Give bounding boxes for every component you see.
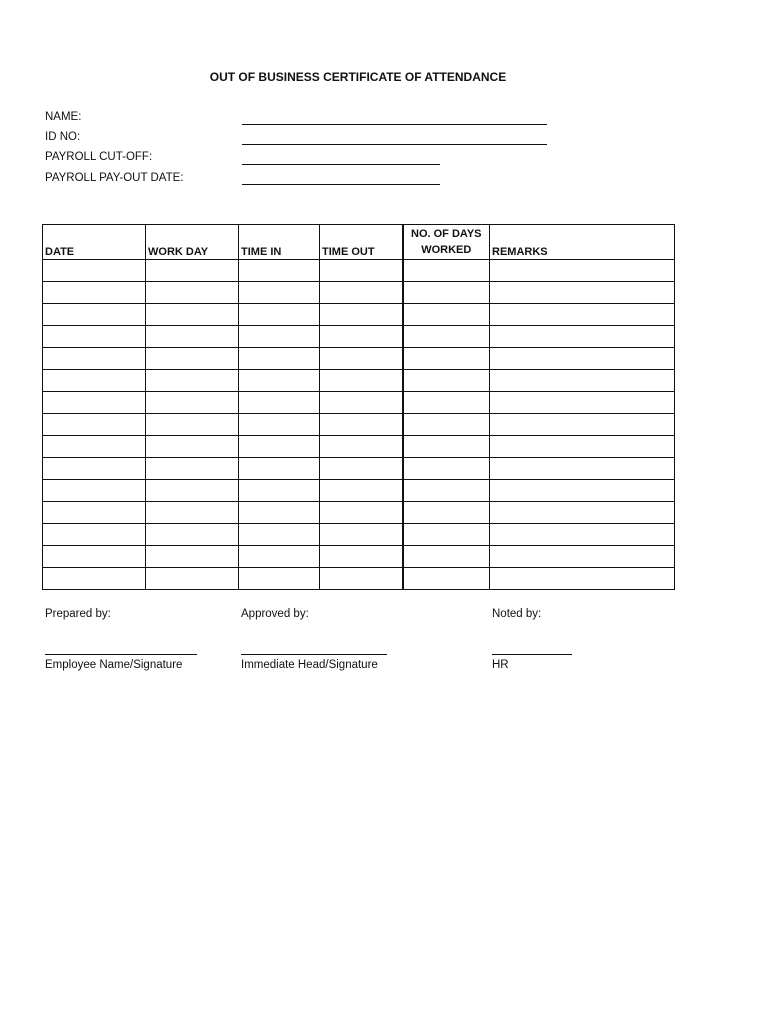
cell-time-out[interactable] — [320, 568, 403, 590]
name-field-line[interactable] — [242, 124, 547, 125]
cell-remarks[interactable] — [490, 414, 675, 436]
cell-remarks[interactable] — [490, 260, 675, 282]
prepared-by-label: Prepared by: — [45, 608, 111, 620]
column-header-time-in: TIME IN — [239, 225, 320, 260]
employee-signature-caption: Employee Name/Signature — [45, 659, 183, 671]
cell-work-day[interactable] — [146, 480, 239, 502]
cell-date[interactable] — [43, 502, 146, 524]
attendance-table-body — [43, 260, 675, 590]
column-header-days-worked — [403, 225, 490, 260]
cell-time-in[interactable] — [239, 392, 320, 414]
cell-time-out[interactable] — [320, 282, 403, 304]
cell-time-out[interactable] — [320, 524, 403, 546]
cell-work-day[interactable] — [146, 502, 239, 524]
cell-work-day[interactable] — [146, 524, 239, 546]
cell-remarks[interactable] — [490, 392, 675, 414]
cell-date[interactable] — [43, 348, 146, 370]
cell-time-in[interactable] — [239, 282, 320, 304]
id-field-line[interactable] — [242, 144, 547, 145]
cell-date[interactable] — [43, 458, 146, 480]
cell-work-day[interactable] — [146, 458, 239, 480]
cell-days-worked[interactable] — [403, 326, 490, 348]
cell-time-in[interactable] — [239, 414, 320, 436]
cell-remarks[interactable] — [490, 458, 675, 480]
cell-days-worked[interactable] — [403, 546, 490, 568]
cell-time-out[interactable] — [320, 502, 403, 524]
table-row — [43, 546, 675, 568]
cell-time-out[interactable] — [320, 348, 403, 370]
cell-remarks[interactable] — [490, 436, 675, 458]
column-header-work-day: WORK DAY — [146, 225, 239, 260]
cell-time-in[interactable] — [239, 524, 320, 546]
cell-remarks[interactable] — [490, 524, 675, 546]
cell-date[interactable] — [43, 392, 146, 414]
table-row — [43, 414, 675, 436]
table-row — [43, 326, 675, 348]
cell-days-worked[interactable] — [403, 414, 490, 436]
cell-work-day[interactable] — [146, 348, 239, 370]
cell-remarks[interactable] — [490, 546, 675, 568]
cell-date[interactable] — [43, 282, 146, 304]
days-worked-line2: WORKED — [421, 244, 472, 256]
payroll-cutoff-field-line[interactable] — [242, 164, 440, 165]
cell-time-in[interactable] — [239, 502, 320, 524]
head-signature-caption: Immediate Head/Signature — [241, 659, 378, 671]
cell-date[interactable] — [43, 546, 146, 568]
cell-date[interactable] — [43, 326, 146, 348]
column-header-remarks: REMARKS — [490, 225, 675, 260]
cell-work-day[interactable] — [146, 546, 239, 568]
cell-remarks[interactable] — [490, 348, 675, 370]
table-row — [43, 524, 675, 546]
cell-days-worked[interactable] — [403, 348, 490, 370]
days-worked-line1: NO. OF DAYS — [411, 228, 482, 240]
cell-time-out[interactable] — [320, 260, 403, 282]
cell-date[interactable] — [43, 436, 146, 458]
cell-remarks[interactable] — [490, 370, 675, 392]
payroll-cutoff-label: PAYROLL CUT-OFF: — [45, 151, 153, 163]
table-row — [43, 260, 675, 282]
cell-work-day[interactable] — [146, 568, 239, 590]
cell-time-out[interactable] — [320, 546, 403, 568]
column-header-time-out: TIME OUT — [320, 225, 403, 260]
cell-days-worked[interactable] — [403, 502, 490, 524]
cell-time-in[interactable] — [239, 326, 320, 348]
id-label: ID NO: — [45, 131, 81, 143]
table-row — [43, 304, 675, 326]
cell-days-worked[interactable] — [403, 436, 490, 458]
name-label: NAME: — [45, 111, 82, 123]
table-row — [43, 502, 675, 524]
cell-remarks[interactable] — [490, 326, 675, 348]
cell-date[interactable] — [43, 414, 146, 436]
cell-days-worked[interactable] — [403, 260, 490, 282]
cell-work-day[interactable] — [146, 370, 239, 392]
cell-days-worked[interactable] — [403, 282, 490, 304]
cell-remarks[interactable] — [490, 304, 675, 326]
cell-work-day[interactable] — [146, 260, 239, 282]
cell-work-day[interactable] — [146, 326, 239, 348]
cell-time-in[interactable] — [239, 260, 320, 282]
cell-days-worked[interactable] — [403, 568, 490, 590]
payroll-payout-field-line[interactable] — [242, 184, 440, 185]
cell-time-in[interactable] — [239, 370, 320, 392]
hr-signature-caption: HR — [492, 659, 509, 671]
cell-time-in[interactable] — [239, 436, 320, 458]
table-row — [43, 370, 675, 392]
noted-by-label: Noted by: — [492, 608, 542, 620]
table-row — [43, 568, 675, 590]
column-header-date: DATE — [43, 225, 146, 260]
cell-time-out[interactable] — [320, 458, 403, 480]
hr-signature-line[interactable] — [492, 654, 572, 655]
table-row — [43, 282, 675, 304]
table-row — [43, 392, 675, 414]
cell-remarks[interactable] — [490, 568, 675, 590]
table-row — [43, 436, 675, 458]
cell-time-out[interactable] — [320, 304, 403, 326]
cell-time-out[interactable] — [320, 370, 403, 392]
cell-remarks[interactable] — [490, 502, 675, 524]
cell-remarks[interactable] — [490, 480, 675, 502]
cell-date[interactable] — [43, 568, 146, 590]
employee-signature-line[interactable] — [45, 654, 197, 655]
cell-days-worked[interactable] — [403, 370, 490, 392]
cell-time-in[interactable] — [239, 480, 320, 502]
attendance-table — [42, 224, 675, 590]
cell-time-out[interactable] — [320, 480, 403, 502]
cell-time-in[interactable] — [239, 304, 320, 326]
cell-date[interactable] — [43, 370, 146, 392]
cell-date[interactable] — [43, 260, 146, 282]
table-row — [43, 480, 675, 502]
cell-time-in[interactable] — [239, 458, 320, 480]
cell-days-worked[interactable] — [403, 458, 490, 480]
cell-date[interactable] — [43, 480, 146, 502]
cell-work-day[interactable] — [146, 282, 239, 304]
cell-time-in[interactable] — [239, 568, 320, 590]
table-header-row — [43, 225, 675, 260]
cell-time-out[interactable] — [320, 436, 403, 458]
head-signature-line[interactable] — [241, 654, 387, 655]
table-row — [43, 458, 675, 480]
cell-work-day[interactable] — [146, 304, 239, 326]
cell-date[interactable] — [43, 524, 146, 546]
approved-by-label: Approved by: — [241, 608, 309, 620]
table-row — [43, 348, 675, 370]
cell-time-in[interactable] — [239, 546, 320, 568]
cell-remarks[interactable] — [490, 282, 675, 304]
cell-work-day[interactable] — [146, 392, 239, 414]
form-title: OUT OF BUSINESS CERTIFICATE OF ATTENDANCE — [209, 70, 507, 84]
cell-work-day[interactable] — [146, 436, 239, 458]
cell-days-worked[interactable] — [403, 524, 490, 546]
cell-days-worked[interactable] — [403, 480, 490, 502]
cell-date[interactable] — [43, 304, 146, 326]
payroll-payout-label: PAYROLL PAY-OUT DATE: — [45, 172, 184, 184]
cell-time-out[interactable] — [320, 392, 403, 414]
cell-time-in[interactable] — [239, 348, 320, 370]
cell-time-out[interactable] — [320, 326, 403, 348]
cell-days-worked[interactable] — [403, 304, 490, 326]
cell-time-out[interactable] — [320, 414, 403, 436]
cell-days-worked[interactable] — [403, 392, 490, 414]
cell-work-day[interactable] — [146, 414, 239, 436]
